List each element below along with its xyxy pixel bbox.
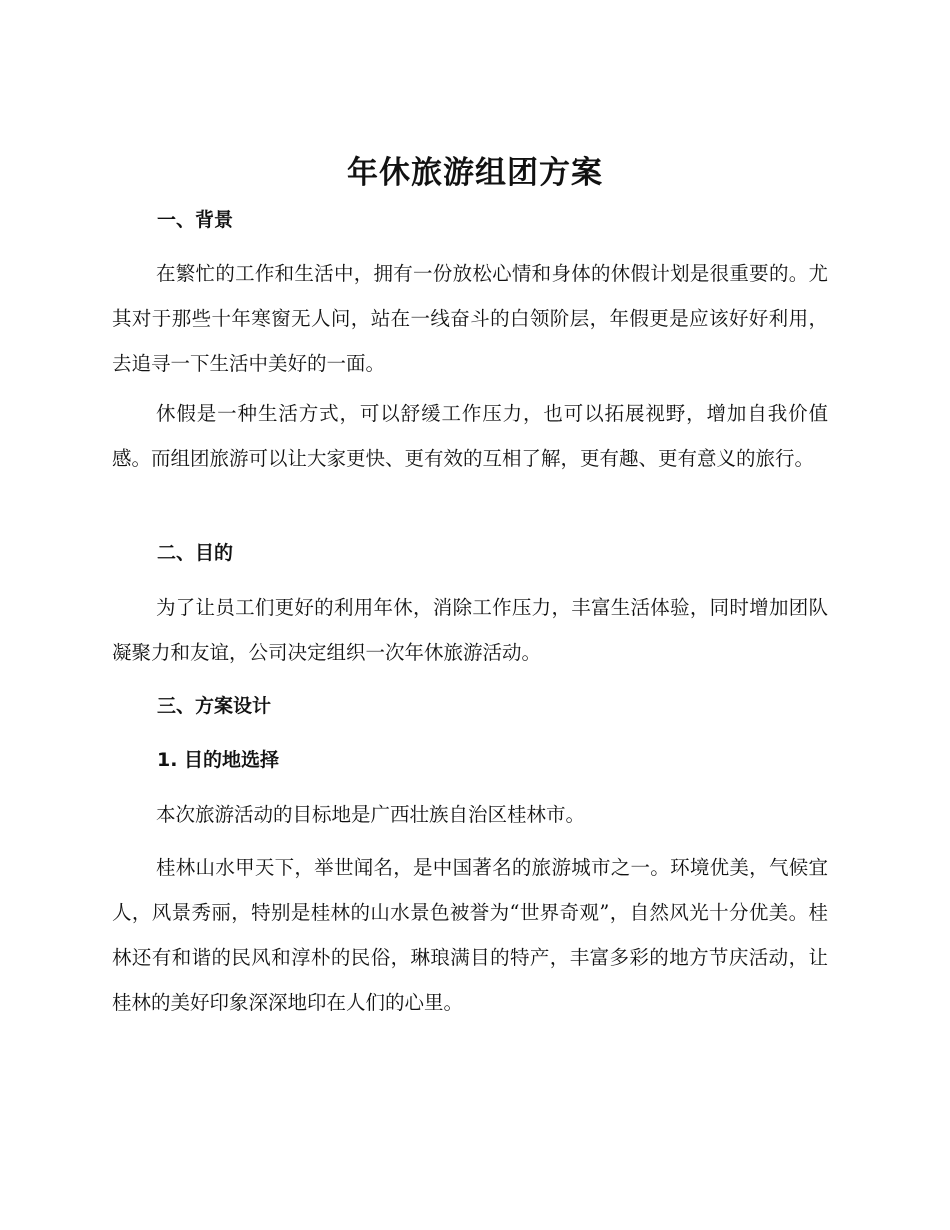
section-heading-background: 一、背景 [157, 209, 234, 231]
section-heading-purpose: 二、目的 [157, 542, 234, 564]
subsection-heading-destination: 1. 目的地选择 [157, 749, 280, 771]
background-paragraph-1: 在繁忙的工作和生活中，拥有一份放松心情和身体的休假计划是很重要的。尤其对于那些十年寒窗无人问，站在一线奋斗的白领阶层，年假更是应该好好利用，去追寻一下生活中美好的一面。 [112, 262, 828, 375]
destination-paragraph-2: 桂林山水甲天下，举世闻名，是中国著名的旅游城市之一。环境优美，气候宜人，风景秀丽，特别是桂林的山水景色被誉为“世界奇观”，自然风光十分优美。桂林还有和谐的民风和淳朴的民俗，琳琅满目的特产，丰富多彩的地方节庆活动，让桂林的美好印象深深地印在人们的心里。 [112, 856, 828, 1014]
destination-paragraph-1: 本次旅游活动的目标地是广西壮族自治区桂林市。 [156, 803, 586, 826]
background-paragraph-2: 休假是一种生活方式，可以舒缓工作压力，也可以拓展视野，增加自我价值感。而组团旅游可以让大家更快、更有效的互相了解，更有趣、更有意义的旅行。 [112, 402, 828, 470]
document-title: 年休旅游组团方案 [347, 155, 603, 191]
purpose-paragraph: 为了让员工们更好的利用年休，消除工作压力，丰富生活体验，同时增加团队凝聚力和友谊，公司决定组织一次年休旅游活动。 [112, 596, 828, 664]
section-heading-plan-design: 三、方案设计 [157, 695, 272, 717]
